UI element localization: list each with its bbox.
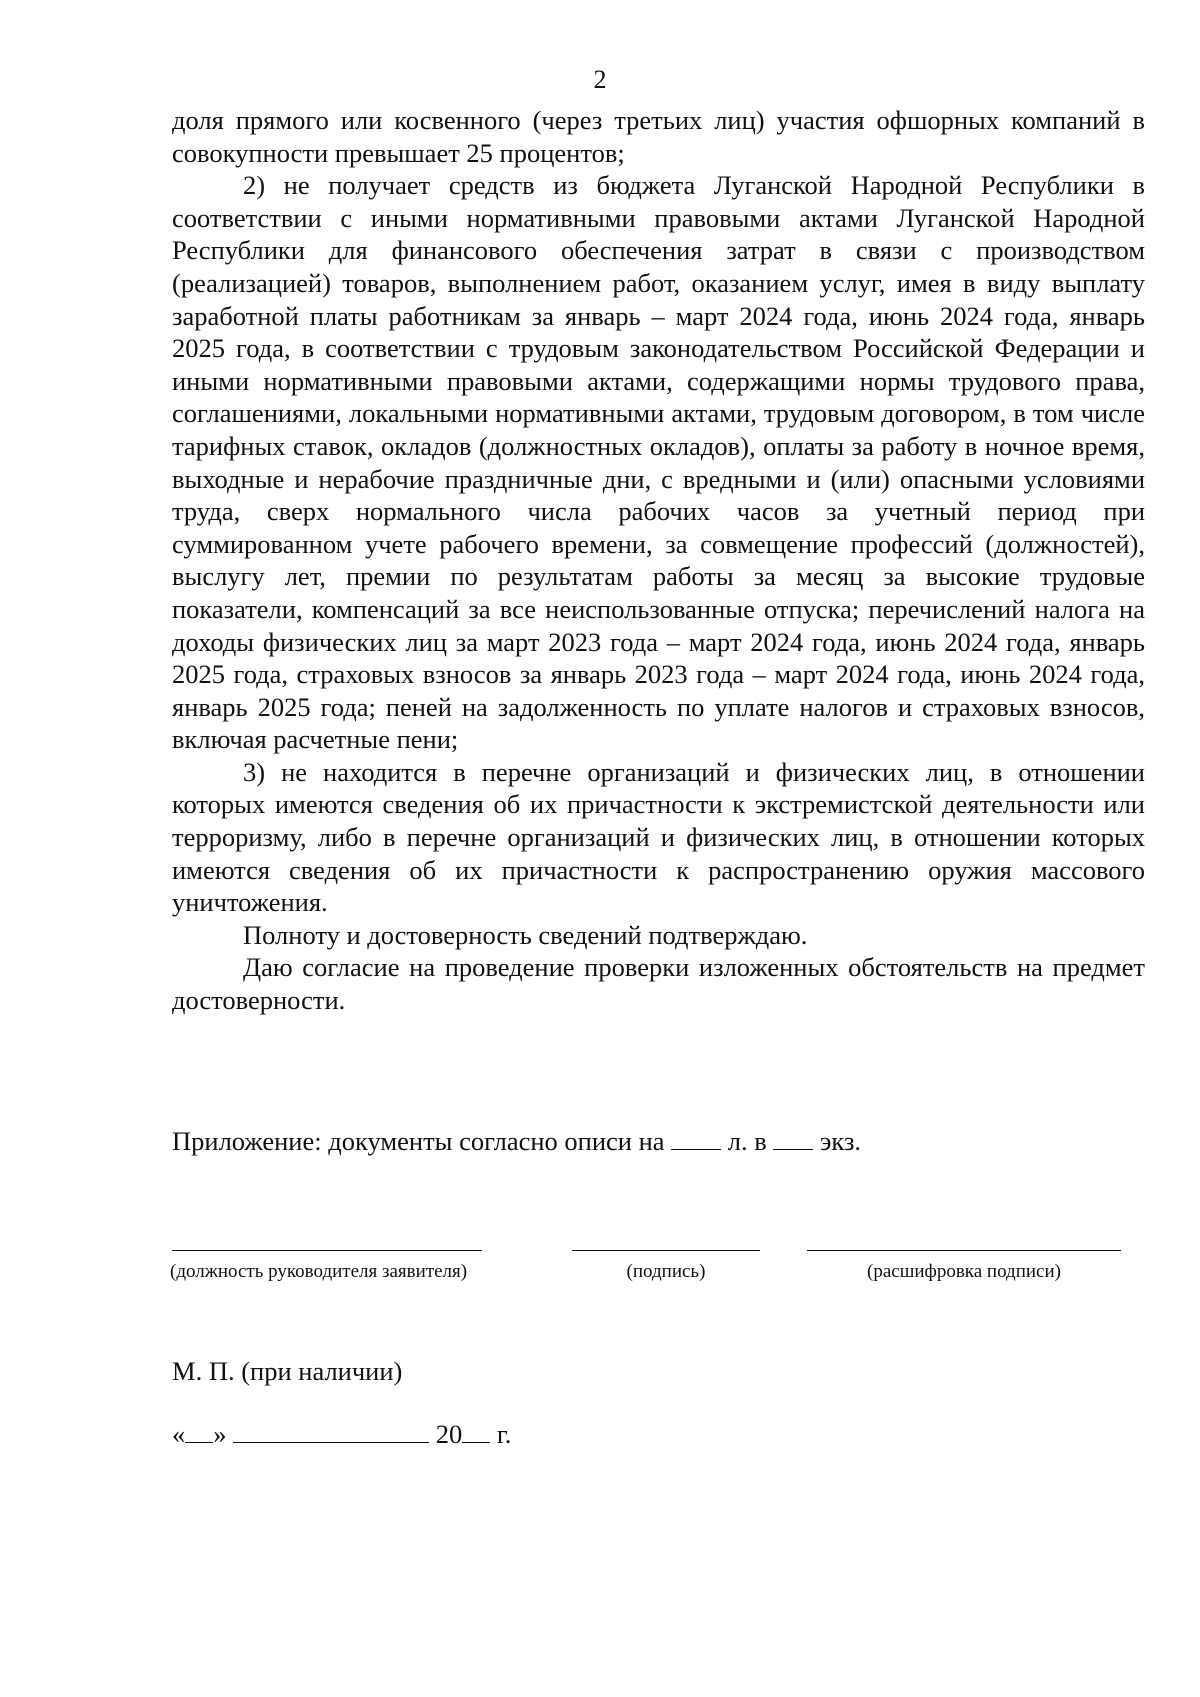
stamp-placeholder: М. П. (при наличии) [172, 1356, 403, 1386]
date-close-quote: » [213, 1419, 227, 1449]
paragraph-confirmation: Полноту и достоверность сведений подтверждаю. [243, 919, 808, 950]
date-line [172, 1417, 511, 1451]
appendix-middle: л. в [727, 1126, 767, 1156]
paragraph-item-2: 2) не получает средств из бюджета Луганской Народной Республики в соответствии с иными нормативными правовыми актами Луганской Народной Республики для финансового обеспечения затрат в связи с производством (реализацией) товаров, выполнением работ, оказанием услуг, имея в виду выплату заработной платы работникам за январь – март 2024 года, июнь 2024 года, январь 2025 года, в соответствии с трудовым законодательством Российской Федерации и иными нормативными правовыми актами, содержащими нормы трудового права, соглашениями, локальными нормативными актами, трудовым договором, в том числе тарифных ставок, окладов (должностных окладов), оплаты за работу в ночное время, выходные и нерабочие праздничные дни, с вредными и (или) опасными условиями труда, сверх нормального числа рабочих часов за учетный период при суммированном учете рабочего времени, за совмещение профессий (должностей), выслугу лет, премии по результатам работы за месяц за высокие трудовые показатели, компенсаций за все неиспользованные отпуска; перечислений налога на доходы физических лиц за март 2023 года – март 2024 года, июнь 2024 года, январь 2025 года, страховых взносов за январь 2023 года – март 2024 года, июнь 2024 года, январь 2025 года; пеней на задолженность по уплате налогов и страховых взносов, включая расчетные пени; [172, 170, 1145, 755]
year-suffix: г. [496, 1419, 512, 1449]
position-signature-line [172, 1250, 482, 1251]
document-body [172, 104, 1145, 1017]
signature-caption: (подпись) [626, 1261, 706, 1282]
paragraph-item-3: 3) не находится в перечне организаций и физических лиц, в отношении которых имеются сведения об их причастности к экстремистской деятельности или терроризму, либо в перечне организаций и физических лиц, в отношении которых имеются сведения об их причастности к распространению оружия массового уничтожения. [172, 756, 1145, 918]
appendix-line [172, 1124, 1145, 1158]
date-open-quote: « [172, 1419, 186, 1449]
signature-line [572, 1250, 760, 1251]
paragraph-continuation: доля прямого или косвенного (через третьих лиц) участия офшорных компаний в совокупности превышает 25 процентов; [172, 105, 1145, 168]
year-prefix: 20 [435, 1419, 463, 1449]
page-number: 2 [593, 65, 607, 94]
copies-count-blank [773, 1125, 813, 1150]
appendix-suffix: экз. [820, 1126, 862, 1156]
decoding-caption: (расшифровка подписи) [867, 1261, 1061, 1282]
year-blank [462, 1418, 490, 1443]
day-blank [185, 1418, 213, 1443]
sheets-count-blank [671, 1125, 721, 1150]
paragraph-consent: Даю согласие на проведение проверки изложенных обстоятельств на предмет достоверности. [172, 952, 1145, 1016]
month-blank [233, 1418, 429, 1443]
decoding-signature-line [807, 1250, 1121, 1251]
position-caption: (должность руководителя заявителя) [170, 1261, 468, 1282]
appendix-prefix: Приложение: документы согласно описи на [172, 1126, 665, 1156]
